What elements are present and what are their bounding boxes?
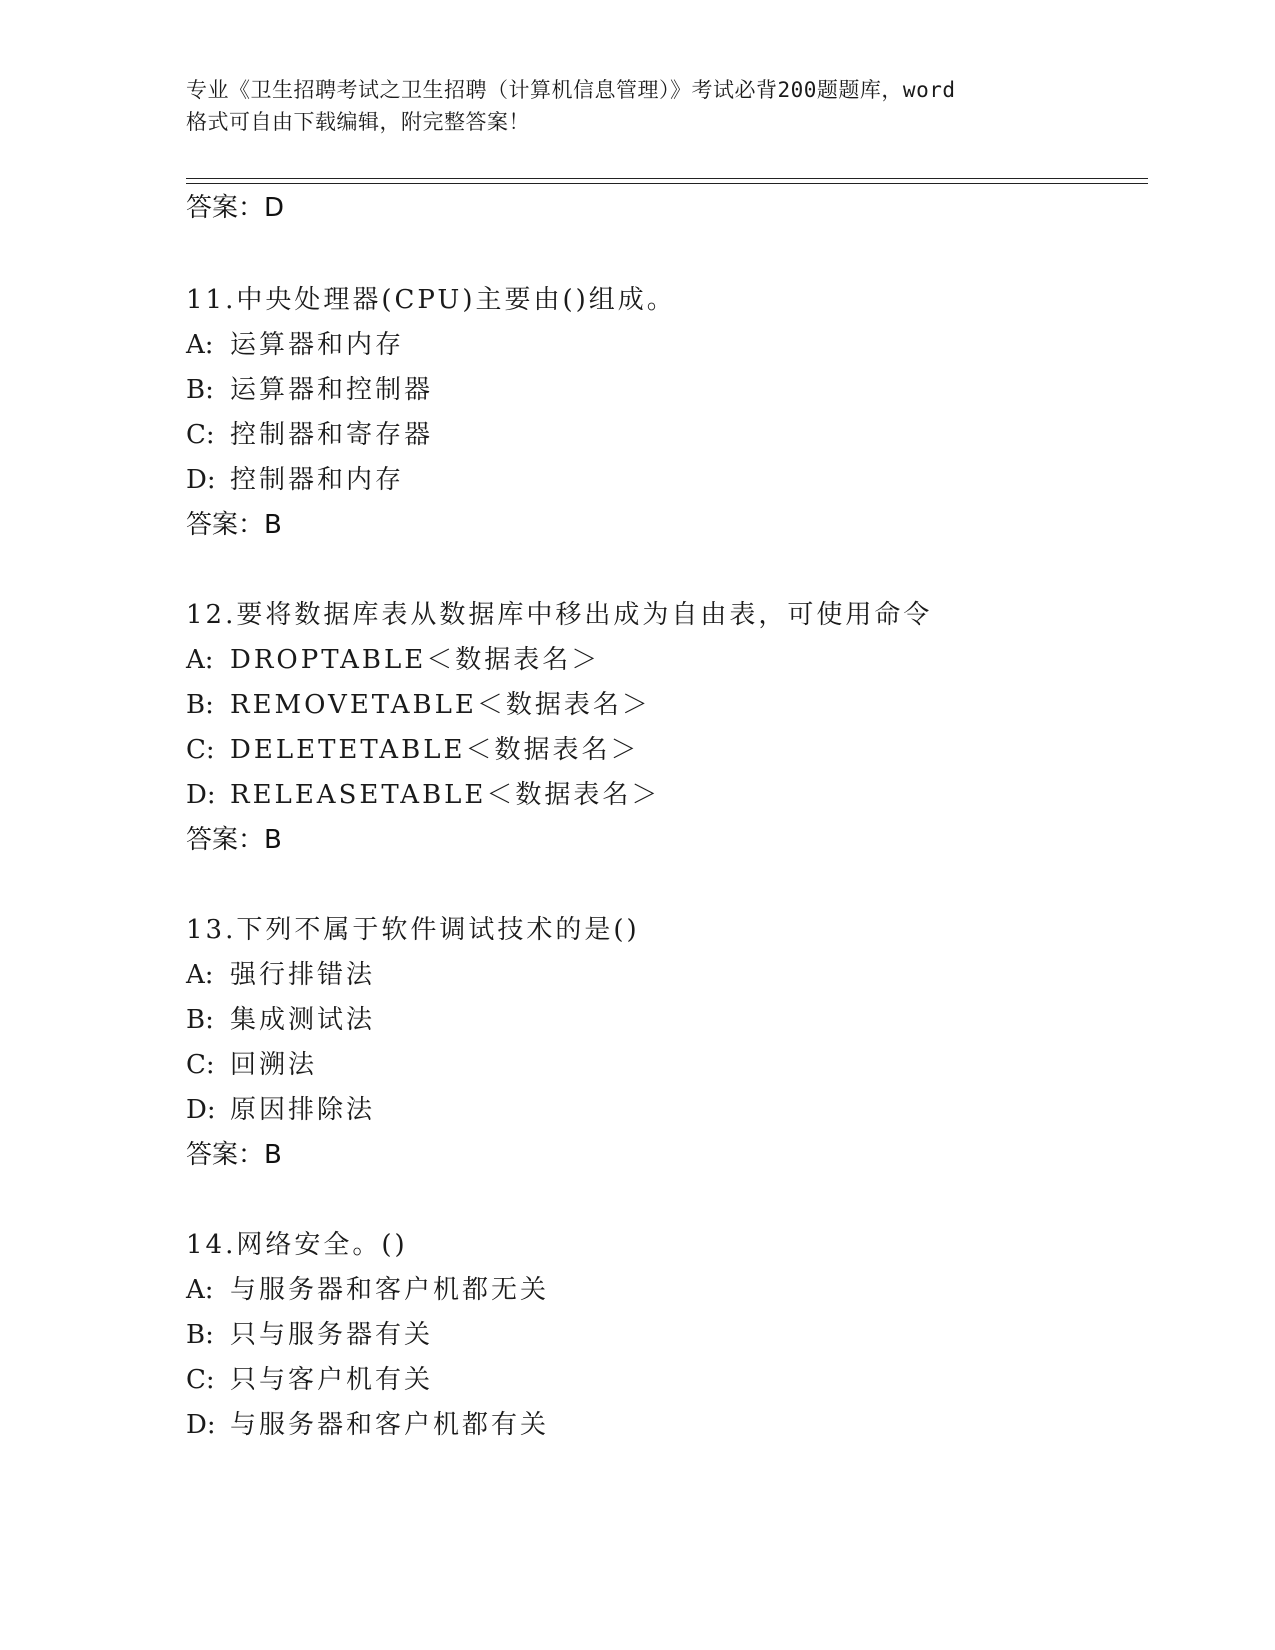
option-d <box>186 1095 375 1125</box>
option-c <box>186 1365 433 1395</box>
option-letter: A: <box>186 645 214 675</box>
option-a <box>186 960 375 990</box>
option-text: 强行排错法 <box>230 960 376 990</box>
answer-label: 答案：B <box>186 1140 282 1170</box>
option-text: 运算器和内存 <box>230 330 405 360</box>
option-text: 控制器和寄存器 <box>230 420 434 450</box>
option-b <box>186 375 433 405</box>
option-text: 运算器和控制器 <box>230 375 434 405</box>
option-text: 原因排除法 <box>230 1095 376 1125</box>
option-c <box>186 420 433 450</box>
option-letter: C: <box>186 735 215 765</box>
option-letter: D: <box>186 1410 216 1440</box>
document-header <box>186 74 1086 138</box>
option-letter: D: <box>186 1095 216 1125</box>
option-text: REMOVETABLE＜数据表名＞ <box>230 690 651 720</box>
option-c <box>186 735 639 765</box>
option-text: 与服务器和客户机都有关 <box>230 1410 550 1440</box>
question-stem: 11.中央处理器(CPU)主要由()组成。 <box>186 285 676 315</box>
option-letter: D: <box>186 780 216 810</box>
option-text: 与服务器和客户机都无关 <box>230 1275 550 1305</box>
option-a <box>186 645 600 675</box>
question-stem: 14.网络安全。() <box>186 1230 408 1260</box>
option-letter: C: <box>186 1365 215 1395</box>
header-line-1: 专业《卫生招聘考试之卫生招聘（计算机信息管理）》考试必背200题题库，word <box>186 78 956 102</box>
option-text: 只与服务器有关 <box>230 1320 434 1350</box>
option-text: 回溯法 <box>230 1050 318 1080</box>
option-letter: B: <box>186 1005 214 1035</box>
option-text: DELETETABLE＜数据表名＞ <box>230 735 640 765</box>
option-b <box>186 690 651 720</box>
option-letter: B: <box>186 375 214 405</box>
option-letter: C: <box>186 1050 215 1080</box>
option-d <box>186 1410 549 1440</box>
option-text: 控制器和内存 <box>230 465 405 495</box>
option-d <box>186 465 404 495</box>
option-letter: B: <box>186 1320 214 1350</box>
question-stem: 13.下列不属于软件调试技术的是() <box>186 915 640 945</box>
question-stem: 12.要将数据库表从数据库中移出成为自由表，可使用命令 <box>186 600 933 630</box>
answer-label: 答案：B <box>186 510 282 540</box>
option-text: 只与客户机有关 <box>230 1365 434 1395</box>
option-a <box>186 1275 549 1305</box>
header-line-2: 格式可自由下载编辑，附完整答案！ <box>186 110 530 134</box>
option-letter: C: <box>186 420 215 450</box>
option-a <box>186 330 404 360</box>
option-letter: D: <box>186 465 216 495</box>
answer-label: 答案：D <box>186 193 285 223</box>
option-d <box>186 780 660 810</box>
option-text: 集成测试法 <box>230 1005 376 1035</box>
option-letter: A: <box>186 1275 214 1305</box>
option-b <box>186 1320 433 1350</box>
answer-label: 答案：B <box>186 825 282 855</box>
option-b <box>186 1005 375 1035</box>
option-letter: A: <box>186 330 214 360</box>
option-text: RELEASETABLE＜数据表名＞ <box>230 780 661 810</box>
option-letter: A: <box>186 960 214 990</box>
option-c <box>186 1050 317 1080</box>
option-text: DROPTABLE＜数据表名＞ <box>230 645 601 675</box>
header-divider <box>186 178 1148 184</box>
option-letter: B: <box>186 690 214 720</box>
